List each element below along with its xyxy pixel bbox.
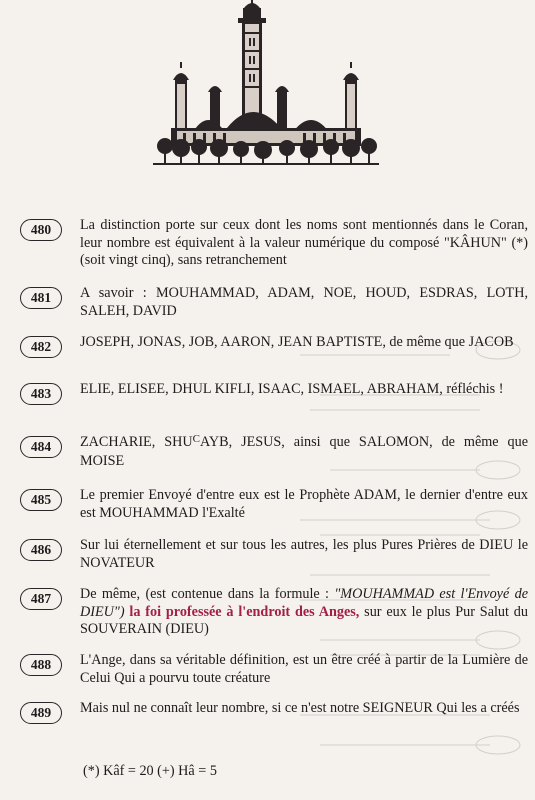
italic-quote: "MOUHAMMAD est l'Envoyé de DIEU") xyxy=(80,586,528,620)
mosque-illustration xyxy=(153,0,379,170)
verse-text: La distinction porte sur ceux dont les noms sont mentionnés dans le Coran, leur nombre est équivalent à la valeur numérique du composé "KÂHUN" (*) (soit vingt cinq), sans retranchement xyxy=(80,217,528,268)
verse-text-part: sur eux le plus Pur Salut du SOUVERAIN (DIEU) xyxy=(80,603,528,637)
verse-text: ELIE, ELISEE, DHUL KIFLI, ISAAC, ISMAEL, ABRAHAM, réfléchis ! xyxy=(80,381,504,397)
verse-number: 488 xyxy=(20,654,62,676)
verse-number: 481 xyxy=(20,287,62,309)
verse-text xyxy=(80,434,528,470)
verse-text-part: AYB, JESUS, ainsi que SALOMON, de même que MOISE xyxy=(80,434,528,469)
verse-text: Mais nul ne connaît leur nombre, si ce n'est notre SEIGNEUR Qui les a créés xyxy=(80,700,520,716)
verse-number: 487 xyxy=(20,588,62,610)
verse-text: L'Ange, dans sa véritable définition, est un être créé à partir de la Lumière de Celui Qui a pourvu toute créature xyxy=(80,652,528,686)
verse-number: 480 xyxy=(20,219,62,241)
verse-text: JOSEPH, JONAS, JOB, AARON, JEAN BAPTISTE, de même que JACOB xyxy=(80,334,514,350)
verse-number: 483 xyxy=(20,383,62,405)
verse-number: 482 xyxy=(20,336,62,358)
footnote: (*) Kâf = 20 (+) Hâ = 5 xyxy=(83,763,217,779)
superscript-letter: C xyxy=(192,433,200,445)
verse-text: A savoir : MOUHAMMAD, ADAM, NOE, HOUD, ESDRAS, LOTH, SALEH, DAVID xyxy=(80,285,528,319)
verse-text-part: De même, (est contenue dans la formule : xyxy=(80,586,335,602)
verse-number: 484 xyxy=(20,436,62,458)
verse-number: 486 xyxy=(20,539,62,561)
verse-number: 485 xyxy=(20,489,62,511)
verse-text: Sur lui éternellement et sur tous les autres, les plus Pures Prières de DIEU le NOVATEUR xyxy=(80,537,528,571)
verse-text-part: ZACHARIE, SHU xyxy=(80,434,193,450)
highlighted-phrase: la foi professée à l'endroit des Anges, xyxy=(124,603,360,620)
verse-text: Le premier Envoyé d'entre eux est le Prophète ADAM, le dernier d'entre eux est MOUHAMMAD l'Exalté xyxy=(80,487,528,521)
verse-number: 489 xyxy=(20,702,62,724)
verse-text xyxy=(80,586,528,639)
